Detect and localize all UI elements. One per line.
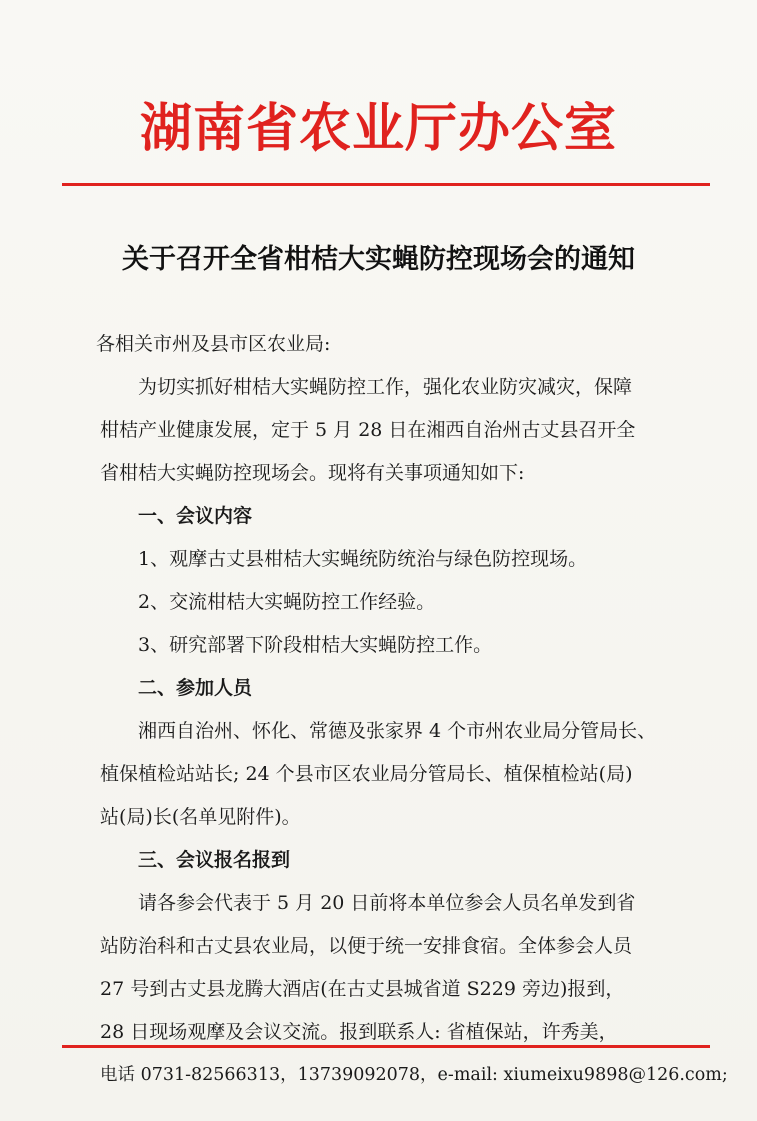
section-heading: 一、会议内容	[138, 505, 253, 527]
letterhead-divider	[62, 183, 710, 186]
section-heading: 二、参加人员	[138, 677, 253, 699]
notice-body	[96, 323, 728, 1097]
paragraph-line: 请各参会代表于 5 月 20 日前将本单位参会人员名单发到省	[138, 892, 636, 914]
paragraph-line: 湘西自治州、怀化、常德及张家界 4 个市州农业局分管局长、	[138, 720, 657, 742]
section-heading: 三、会议报名报到	[138, 849, 291, 871]
letterhead-title: 湖南省农业厅办公室	[139, 99, 617, 159]
paragraph-line: 省柑桔大实蝇防控现场会。现将有关事项通知如下:	[100, 462, 525, 484]
paragraph-line: 电话 0731-82566313，13739092078，e-mail: xiumeixu9898@126.com;	[100, 1065, 728, 1085]
list-item: 2、交流柑桔大实蝇防控工作经验。	[138, 591, 436, 613]
paragraph-line: 站(局)长(名单见附件)。	[100, 806, 301, 828]
paragraph-line: 柑桔产业健康发展，定于 5 月 28 日在湘西自治州古丈县召开全	[100, 419, 636, 441]
footer-divider	[62, 1045, 710, 1048]
notice-title: 关于召开全省柑桔大实蝇防控现场会的通知	[122, 244, 635, 275]
paragraph-line: 28 日现场观摩及会议交流。报到联系人: 省植保站，许秀美，	[100, 1021, 618, 1043]
paragraph-line: 站防治科和古丈县农业局，以便于统一安排食宿。全体参会人员	[100, 935, 633, 957]
list-item: 1、观摩古丈县柑桔大实蝇统防统治与绿色防控现场。	[138, 548, 588, 570]
salutation: 各相关市州及县市区农业局:	[96, 333, 331, 355]
list-item: 3、研究部署下阶段柑桔大实蝇防控工作。	[138, 634, 493, 656]
paragraph-line: 为切实抓好柑桔大实蝇防控工作，强化农业防灾减灾，保障	[138, 376, 633, 398]
paragraph-line: 植保植检站站长; 24 个县市区农业局分管局长、植保植检站(局)	[100, 763, 633, 785]
paragraph-line: 27 号到古丈县龙腾大酒店(在古丈县城省道 S229 旁边)报到，	[100, 978, 625, 1000]
